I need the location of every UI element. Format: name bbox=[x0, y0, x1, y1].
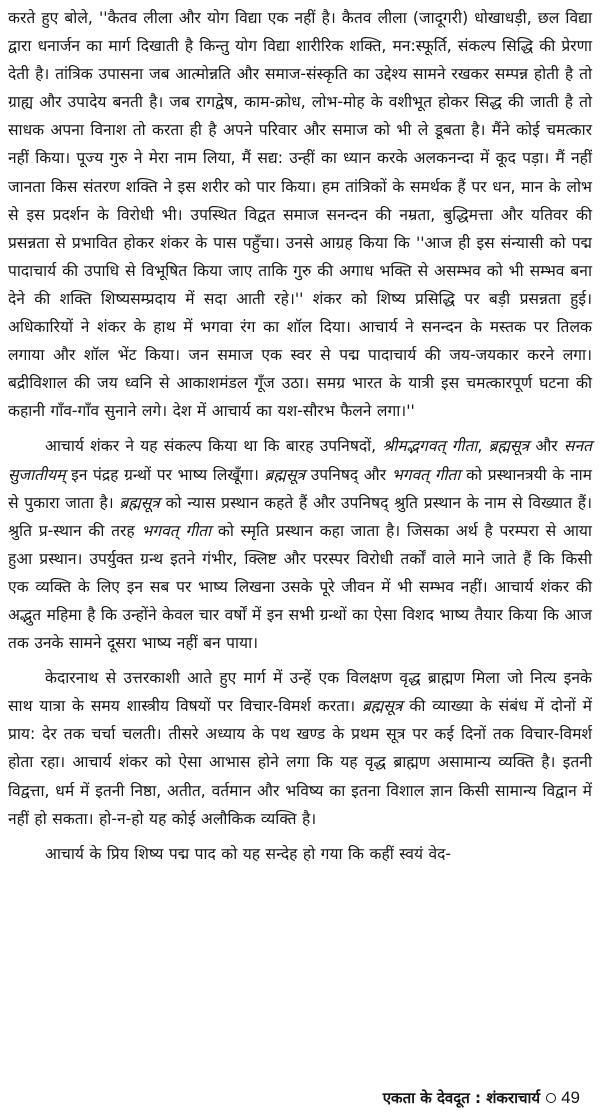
paragraph-text: की व्याख्या के संबंध में दोनों में प्राय: देर तक चर्चा चलती। तीसरे अध्याय के पथ खण्ड के प्रथम सूत्र पर कई दिनों तक विचार-विमर्श होता रहा। आचार्य शंकर को ऐसा आभास होने लगा कि यह वृद्ध ब्राह्मण असामान्य व्यक्ति है। इतनी विद्वत्ता, धर्म में इतनी निष्ठा, अतीत, वर्तमान और भविष्य का इतना विशाल ज्ञान किसी सामान्य विद्वान में नहीं हो सकता। हो-न-हो यह कोई अलौकिक व्यक्ति है। bbox=[8, 697, 592, 828]
body-text bbox=[8, 4, 592, 868]
italic-title-text: ब्रह्मसूत्र bbox=[361, 697, 403, 716]
paragraph bbox=[8, 432, 592, 657]
paragraph-text: को स्मृति प्रस्थान कहा जाता है। जिसका अर्थ है परम्परा से आया हुआ प्रस्थान। उपर्युक्त ग्रन्थ इतने गंभीर, क्लिष्ट और परस्पर विरोधी तर्कों वाले माने जाते हैं कि किसी एक व्यक्ति के लिए इन सब पर भाष्य लिखना उसके पूरे जीवन में भी सम्भव नहीं। आचार्य शंकर की अद्भुत महिमा है कि उन्होंने केवल चार वर्षों में इन सभी ग्रन्थों का ऐसा विशद भाष्य तैयार किया कि आज तक उनके सामने दूसरा भाष्य नहीं बन पाया। bbox=[8, 521, 592, 653]
paragraph bbox=[8, 840, 592, 868]
italic-title-text: ब्रह्मसूत्र bbox=[119, 493, 160, 512]
running-title: एकता के देवदूत : शंकराचार्य bbox=[382, 1089, 541, 1107]
paragraph-text: आचार्य शंकर ने यह संकल्प किया था कि बारह उपनिषदों, bbox=[45, 437, 383, 456]
page-number: 49 bbox=[561, 1088, 580, 1107]
paragraph bbox=[8, 664, 592, 833]
italic-title-text: ब्रह्मसूत्र bbox=[264, 465, 306, 484]
paragraph-text: केदारनाथ से उत्तरकाशी आते हुए मार्ग में उन्हें एक विलक्षण वृद्ध ब्राह्मण मिला जो नित्य इनके साथ यात्रा के समय शास्त्रीय विषयों पर विचार-विमर्श करता। bbox=[8, 669, 592, 716]
paragraph bbox=[8, 4, 592, 425]
page-footer bbox=[383, 1088, 580, 1108]
paragraph-text: को न्यास प्रस्थान कहते हैं और उपनिषद् श्रुति प्रस्थान के नाम से विख्यात हैं। श्रुति प्र-स्थान की तरह bbox=[8, 493, 592, 540]
paragraph-text: और bbox=[529, 437, 564, 456]
paragraph-text: आचार्य के प्रिय शिष्य पद्म पाद को यह सन्देह हो गया कि कहीं स्वयं वेद- bbox=[45, 844, 452, 863]
italic-title-text: श्रीमद्भगवत् गीता bbox=[382, 437, 478, 456]
paragraph-text: उपनिषद् और bbox=[305, 465, 392, 484]
italic-title-text: भगवत् गीता bbox=[391, 465, 461, 484]
italic-title-text: ब्रह्मसूत्र bbox=[488, 437, 530, 456]
circle-ornament-icon bbox=[546, 1093, 556, 1103]
book-page bbox=[8, 4, 592, 1114]
paragraph-text: , bbox=[477, 437, 489, 456]
paragraph-text: करते हुए बोले, ''कैतव लीला और योग विद्या एक नहीं है। कैतव लीला (जादूगरी) धोखाधड़ी, छल विद्या द्वारा धनार्जन का मार्ग दिखाती है किन्तु योग विद्या शारीरिक शक्ति, मन:स्फूर्ति, संकल्प सिद्धि की प्रेरणा देती है। तांत्रिक उपासना जब आत्मोन्नति और समाज-संस्कृति का उद्देश्य सामने रखकर सम्पन्न होती है तो ग्राह्य और उपादेय बनती है। जब रागद्वेष, काम-क्रोध, लोभ-मोह के वशीभूत होकर सिद्ध की जाती है तो साधक अपना विनाश तो करता ही है अपने परिवार और समाज को भी ले डूबता है। मैंने कोई चमत्कार नहीं किया। पूज्य गुरु ने मेरा नाम लिया, मैं सद्य: उन्हीं का ध्यान करके अलकनन्दा में कूद पड़ा। मैं नहीं जानता किस संतरण शक्ति ने इस शरीर को पार किया। हम तांत्रिकों के समर्थक हैं पर धन, मान के लोभ से इस प्रदर्शन के विरोधी भी। उपस्थित विद्वत समाज सनन्दन की नम्रता, बुद्धिमत्ता और यतिवर की प्रसन्नता से प्रभावित होकर शंकर के पास पहुँचा। उनसे आग्रह किया कि ''आज ही इस संन्यासी को पद्म पादाचार्य की उपाधि से विभूषित किया जाए ताकि गुरु की अगाध भक्ति से असम्भव को भी सम्भव बना देने की शक्ति शिष्यसम्प्रदाय में सदा आती रहे।'' शंकर को शिष्य प्रसिद्धि पर बड़ी प्रसन्नता हुई। अधिकारियों ने शंकर के हाथ में भगवा रंग का शॉल दिया। आचार्य ने सनन्दन के मस्तक पर तिलक लगाया और शॉल भेंट किया। जन समाज एक स्वर से पद्म पादाचार्य की जय-जयकार करने लगा। बद्रीविशाल की जय ध्वनि से आकाशमंडल गूँज उठा। समग्र भारत के यात्री इस चमत्कारपूर्ण घटना की कहानी गाँव-गाँव सुनाने लगे। देश में आचार्य का यश-सौरभ फैलने लगा।'' bbox=[8, 9, 592, 421]
italic-title-text: भगवत् गीता bbox=[141, 521, 212, 540]
paragraph-text: को प्रस्थानत्रयी के नाम से पुकारा जाता है। bbox=[8, 465, 592, 512]
paragraph-text: इन पंद्रह ग्रन्थों पर भाष्य लिखूँगा। bbox=[65, 465, 265, 484]
italic-title-text: सनत सुजातीयम् bbox=[8, 437, 593, 484]
